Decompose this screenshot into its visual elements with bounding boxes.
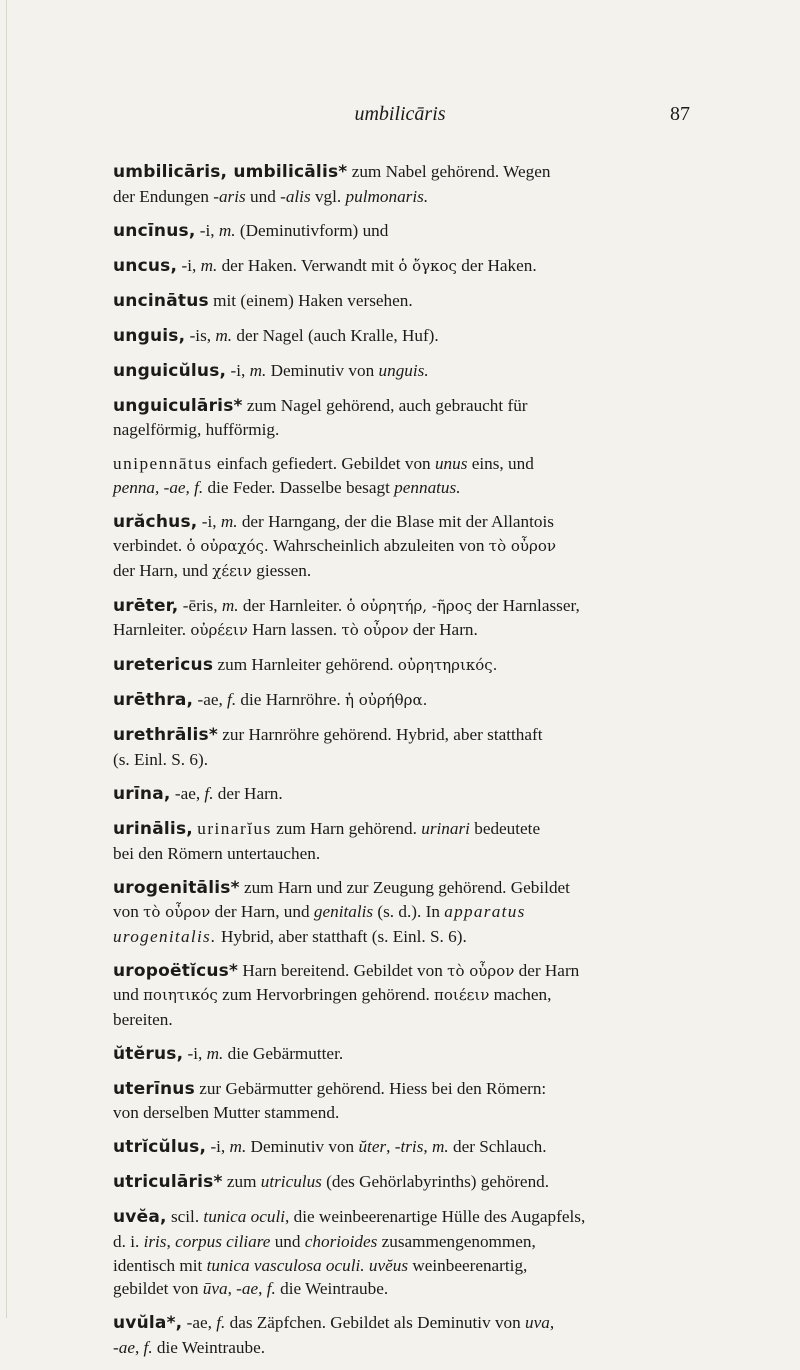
inflection: -i, — [177, 255, 201, 275]
inflection: -ae — [113, 1337, 135, 1357]
entry-umbilicaris — [113, 160, 749, 208]
italic-term: tunica vasculosa oculi. — [206, 1255, 365, 1275]
definition: giessen. — [251, 560, 312, 580]
definition: mit (einem) Haken versehen. — [208, 290, 413, 310]
headword: utrĭcŭlus, — [113, 1137, 207, 1158]
headword: unguicŭlus, — [113, 360, 227, 381]
definition: der Nagel (auch Kralle, Huf). — [232, 325, 439, 345]
inflection: -ēris, — [178, 595, 222, 615]
greek-word: ὁ οὐρητήρ, -ῆρος — [346, 596, 473, 615]
cross-reference: unguis. — [378, 360, 429, 380]
page-edge — [6, 0, 7, 1318]
entry-urogenitalis — [113, 876, 749, 949]
definition: , — [423, 1137, 432, 1157]
headword: uvĕa, — [113, 1207, 167, 1228]
italic-term: urinari — [421, 818, 470, 838]
greek-word: τὸ οὖρον — [341, 621, 409, 640]
italic-term: apparatus — [444, 902, 526, 922]
definition: Hybrid, aber statthaft (s. Einl. S. 6). — [216, 926, 467, 946]
gender: m. — [431, 1137, 449, 1157]
definition: Harn lassen. — [247, 620, 342, 640]
definition: einfach gefiedert. Gebildet von — [212, 454, 435, 474]
headword: utriculāris* — [113, 1172, 223, 1193]
headword: urăchus, — [113, 511, 198, 532]
definition: , — [227, 1279, 237, 1299]
gender: m. — [218, 220, 236, 240]
definition: bereiten. — [113, 1009, 173, 1029]
entry-urethralis — [113, 723, 749, 771]
definition: bedeutete — [469, 818, 541, 838]
definition: zum Harnleiter gehörend. — [213, 655, 398, 675]
gender: m. — [206, 1043, 224, 1063]
definition: verbindet. — [113, 536, 187, 556]
definition: (s. Einl. S. 6). — [113, 749, 209, 769]
definition: bei den Römern untertauchen. — [113, 843, 321, 863]
definition: der Haken. — [456, 255, 537, 275]
greek-word: ποιέειν — [434, 986, 490, 1005]
definition: (des Gehörlabyrinths) gehörend. — [321, 1172, 550, 1192]
definition: und — [270, 1231, 305, 1251]
definition: von derselben Mutter stammend. — [113, 1103, 340, 1123]
definition: (Deminutivform) und — [235, 220, 389, 240]
gender: f. — [204, 783, 214, 803]
entry-unguiculus — [113, 359, 749, 384]
definition: der Harngang, der die Blase mit der Allantois — [237, 511, 554, 531]
definition: Wahrscheinlich abzuleiten von — [268, 536, 489, 556]
definition: weinbeerenartig, — [408, 1255, 528, 1275]
definition: zum Harn gehörend. — [271, 818, 422, 838]
entry-utricularis — [113, 1170, 749, 1195]
headword: uncīnus, — [113, 220, 196, 241]
headword: uncinātus — [113, 290, 209, 311]
page-number: 87 — [670, 103, 690, 125]
cross-reference: pennatus. — [394, 477, 461, 497]
definition: zur Harnröhre gehörend. Hybrid, aber statthaft — [217, 725, 543, 745]
gender: m. — [249, 360, 267, 380]
gender: f. — [194, 477, 204, 497]
running-title: umbilicāris — [354, 103, 446, 125]
variant-form: urinarĭus — [197, 818, 272, 838]
inflection: -i, — [183, 1043, 207, 1063]
definition: die Gebärmutter. — [223, 1043, 344, 1063]
inflection: -i, — [226, 360, 250, 380]
gender: m. — [200, 255, 218, 275]
entry-urethra — [113, 688, 749, 713]
definition: scil. — [166, 1207, 204, 1227]
definition: , — [549, 1313, 555, 1333]
italic-term: ūva — [202, 1279, 228, 1299]
headword: uterīnus — [113, 1078, 195, 1099]
greek-word: τὸ οὖρον — [447, 961, 515, 980]
italic-term: corpus ciliare — [175, 1231, 271, 1251]
entry-uterinus — [113, 1077, 749, 1125]
headword: urīna, — [113, 783, 171, 804]
definition: machen, — [489, 985, 552, 1005]
definition: der Harn — [514, 960, 580, 980]
headword: uvŭla*, — [113, 1313, 183, 1334]
entry-unguis — [113, 324, 749, 349]
inflection: -i, — [197, 511, 221, 531]
definition: zusammengenommen, — [377, 1231, 536, 1251]
definition-text: vgl. — [310, 186, 346, 206]
entry-uvula — [113, 1311, 749, 1359]
entry-unipennatus — [113, 452, 749, 499]
definition: eins, und — [467, 454, 534, 474]
definition: der Harn, und — [210, 902, 314, 922]
inflection: -i, — [195, 220, 219, 240]
definition: zur Gebärmutter gehörend. Hiess bei den Römern: — [194, 1078, 547, 1098]
headword: urogenitālis* — [113, 877, 240, 898]
entry-uncus — [113, 254, 749, 279]
italic-term: iris — [143, 1231, 167, 1251]
definition: (s. d.). In — [373, 902, 445, 922]
italic-term: urogenitalis. — [113, 926, 217, 946]
definition: zum — [222, 1172, 261, 1192]
gender: f. — [216, 1313, 226, 1333]
definition: der Schlauch. — [448, 1137, 547, 1157]
headword: uncus, — [113, 255, 178, 276]
definition: und — [113, 985, 144, 1005]
headword: urethrālis* — [113, 725, 218, 746]
italic-term: ŭter — [358, 1137, 387, 1157]
italic-term: uvĕus — [368, 1255, 409, 1275]
definition: zum Nabel gehörend. Wegen — [351, 162, 551, 181]
definition: , — [166, 1231, 176, 1251]
italic-term: uva — [525, 1313, 550, 1333]
definition: der Harn. — [213, 783, 283, 803]
definition: , die weinbeerenartige Hülle des Augapfels, — [285, 1207, 586, 1227]
headword: urēthra, — [113, 690, 194, 711]
greek-word: ποιητικός — [143, 986, 218, 1005]
inflection: -i, — [206, 1137, 230, 1157]
entry-list — [113, 160, 749, 1370]
gender: m. — [220, 511, 238, 531]
gender: f. — [227, 690, 237, 710]
entry-ureter — [113, 594, 749, 643]
entry-urinalis — [113, 817, 749, 865]
gender: f. — [266, 1279, 276, 1299]
definition: die Weintraube. — [152, 1337, 265, 1357]
definition: d. i. — [113, 1231, 144, 1251]
italic-term: genitalis — [313, 902, 374, 922]
greek-word: ἡ οὐρήθρα. — [344, 691, 428, 710]
italic-term: -alis — [280, 186, 311, 206]
definition: , — [258, 1279, 267, 1299]
definition: die Feder. Dasselbe besagt — [203, 477, 395, 497]
greek-word: ὁ οὐραχός. — [186, 537, 269, 556]
gender: m. — [215, 325, 233, 345]
greek-word: χέειν — [212, 561, 252, 580]
italic-term: unus — [434, 454, 468, 474]
entry-uretericus — [113, 653, 749, 678]
inflection: -ae — [236, 1279, 259, 1299]
headword: unguis, — [113, 325, 186, 346]
entry-uncinatus — [113, 289, 749, 314]
greek-word: τὸ οὖρον — [488, 537, 556, 556]
headword: ŭtĕrus, — [113, 1043, 184, 1064]
headword: urēter, — [113, 595, 179, 616]
italic-term: utriculus — [260, 1172, 322, 1192]
italic-term: tunica oculi — [203, 1207, 286, 1227]
headword: uropoëtĭcus* — [113, 960, 239, 981]
greek-word: τὸ οὖρον — [143, 903, 211, 922]
gender: m. — [221, 595, 239, 615]
headword: unipennātus — [113, 454, 213, 474]
definition: gebildet von — [113, 1279, 203, 1299]
definition: , — [134, 1337, 144, 1357]
definition: der Harn. — [408, 620, 478, 640]
italic-term: -aris — [213, 186, 246, 206]
definition: zum Hervorbringen gehörend. — [217, 985, 435, 1005]
headword: uretericus — [113, 655, 214, 676]
inflection: -ae, — [170, 783, 205, 803]
inflection: -is, — [185, 325, 216, 345]
greek-word: οὐρέειν — [190, 621, 248, 640]
gender: m. — [229, 1137, 247, 1157]
definition: Harn bereitend. Gebildet von — [238, 960, 448, 980]
inflection: -ae, — [182, 1313, 217, 1333]
entry-uncinus — [113, 219, 749, 244]
definition: der Harn, und — [113, 560, 213, 580]
entry-uterus — [113, 1042, 749, 1067]
inflection: , -ae, — [155, 477, 195, 497]
definition: Deminutiv von — [246, 1137, 359, 1157]
entry-utriculus — [113, 1135, 749, 1160]
entry-uvea — [113, 1205, 749, 1300]
definition: die Harnröhre. — [236, 690, 345, 710]
definition: von — [113, 902, 144, 922]
italic-term: penna — [113, 477, 156, 497]
definition: der Haken. Verwandt mit — [217, 255, 399, 275]
inflection: -ae, — [193, 690, 228, 710]
definition: Deminutiv von — [266, 360, 379, 380]
definition: die Weintraube. — [275, 1279, 389, 1299]
definition-text: der Endungen — [113, 186, 214, 206]
headword: umbilicāris, umbilicālis* — [113, 162, 348, 182]
gender: f. — [143, 1337, 153, 1357]
definition: Harnleiter. — [113, 620, 191, 640]
greek-word: οὐρητηρικός. — [397, 656, 498, 675]
definition: nagelförmig, hufförmig. — [113, 420, 280, 440]
definition: zum Nagel gehörend, auch gebraucht für — [242, 395, 528, 415]
entry-unguicularis — [113, 394, 749, 442]
definition: zum Harn und zur Zeugung gehörend. Gebildet — [239, 877, 570, 897]
italic-term: chorioides — [304, 1231, 378, 1251]
definition: das Zäpfchen. Gebildet als Deminutiv von — [225, 1313, 526, 1333]
entry-urina — [113, 782, 749, 807]
inflection: -tris — [394, 1137, 424, 1157]
headword: unguiculāris* — [113, 395, 243, 416]
definition: identisch mit — [113, 1255, 207, 1275]
headword: urinālis, — [113, 818, 193, 839]
running-head — [0, 103, 800, 129]
definition: , — [386, 1137, 395, 1157]
greek-word: ὁ ὄγκος — [398, 256, 457, 275]
entry-uropoeticus — [113, 959, 749, 1032]
definition: der Harnleiter. — [238, 595, 347, 615]
definition: der Harnlasser, — [472, 595, 580, 615]
cross-reference: pulmonaris. — [345, 186, 429, 206]
entry-urachus — [113, 510, 749, 584]
definition-text: und — [245, 186, 281, 206]
